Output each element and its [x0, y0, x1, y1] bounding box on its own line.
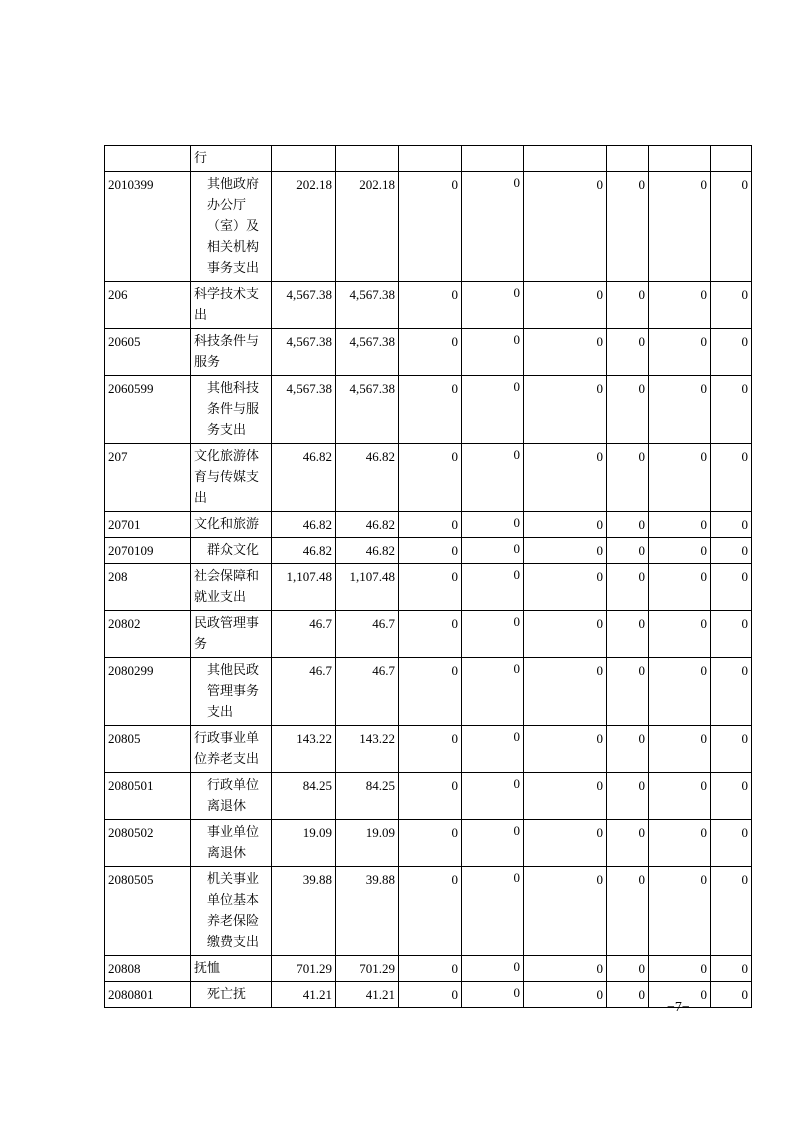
- zero-amount-cell: 0: [462, 982, 524, 1008]
- zero-amount-cell: 0: [649, 564, 711, 611]
- subject-name-cell: 其他政府办公厅（室）及相关机构事务支出: [191, 172, 272, 282]
- zero-amount-cell: 0: [711, 376, 752, 444]
- zero-amount-cell: 0: [462, 820, 524, 867]
- table-row: [105, 611, 752, 658]
- subject-name-cell: 死亡抚: [191, 982, 272, 1008]
- zero-amount-cell: 0: [649, 773, 711, 820]
- subject-name-cell: 抚恤: [191, 956, 272, 982]
- zero-amount-cell: 0: [462, 564, 524, 611]
- zero-amount-cell: 0: [607, 820, 649, 867]
- zero-amount-cell: 0: [711, 726, 752, 773]
- zero-amount-cell: 0: [524, 538, 607, 564]
- zero-amount-cell: 0: [711, 956, 752, 982]
- total-amount-cell: 39.88: [272, 867, 336, 956]
- zero-amount-cell: 0: [524, 773, 607, 820]
- zero-amount-cell: 0: [649, 444, 711, 512]
- zero-amount-cell: 0: [711, 538, 752, 564]
- total-amount-cell: 701.29: [272, 956, 336, 982]
- zero-amount-cell: 0: [399, 773, 462, 820]
- subject-name-cell: 文化和旅游: [191, 512, 272, 538]
- fiscal-amount-cell: 41.21: [336, 982, 399, 1008]
- table-row: [105, 982, 752, 1008]
- zero-amount-cell: 0: [607, 773, 649, 820]
- zero-amount-cell: 0: [524, 444, 607, 512]
- zero-amount-cell: 0: [399, 956, 462, 982]
- table-row: [105, 172, 752, 282]
- zero-amount-cell: 0: [711, 512, 752, 538]
- total-amount-cell: 41.21: [272, 982, 336, 1008]
- zero-amount-cell: 0: [399, 867, 462, 956]
- zero-amount-cell: 0: [711, 658, 752, 726]
- table-row: [105, 146, 752, 172]
- zero-amount-cell: 0: [462, 444, 524, 512]
- subject-name-cell: 行: [191, 146, 272, 172]
- zero-amount-cell: [711, 146, 752, 172]
- zero-amount-cell: 0: [399, 329, 462, 376]
- table-row: [105, 820, 752, 867]
- fiscal-amount-cell: 19.09: [336, 820, 399, 867]
- zero-amount-cell: 0: [711, 329, 752, 376]
- zero-amount-cell: 0: [462, 538, 524, 564]
- total-amount-cell: 202.18: [272, 172, 336, 282]
- subject-code-cell: 2080801: [105, 982, 191, 1008]
- table-row: [105, 329, 752, 376]
- zero-amount-cell: 0: [524, 172, 607, 282]
- zero-amount-cell: 0: [649, 538, 711, 564]
- subject-code-cell: [105, 146, 191, 172]
- fiscal-amount-cell: 46.7: [336, 658, 399, 726]
- table-row: [105, 726, 752, 773]
- table-row: [105, 564, 752, 611]
- subject-code-cell: 2080299: [105, 658, 191, 726]
- zero-amount-cell: 0: [524, 611, 607, 658]
- table-row: [105, 867, 752, 956]
- fiscal-amount-cell: 143.22: [336, 726, 399, 773]
- zero-amount-cell: 0: [649, 982, 711, 1008]
- zero-amount-cell: 0: [524, 867, 607, 956]
- zero-amount-cell: 0: [399, 538, 462, 564]
- zero-amount-cell: [399, 146, 462, 172]
- zero-amount-cell: 0: [399, 564, 462, 611]
- zero-amount-cell: 0: [399, 376, 462, 444]
- subject-code-cell: 2080501: [105, 773, 191, 820]
- table-row: [105, 773, 752, 820]
- zero-amount-cell: 0: [462, 376, 524, 444]
- zero-amount-cell: 0: [399, 282, 462, 329]
- zero-amount-cell: 0: [607, 867, 649, 956]
- zero-amount-cell: 0: [711, 172, 752, 282]
- total-amount-cell: [272, 146, 336, 172]
- table-row: [105, 376, 752, 444]
- zero-amount-cell: 0: [524, 982, 607, 1008]
- zero-amount-cell: 0: [711, 444, 752, 512]
- zero-amount-cell: 0: [649, 611, 711, 658]
- subject-code-cell: 20701: [105, 512, 191, 538]
- zero-amount-cell: 0: [399, 172, 462, 282]
- subject-code-cell: 20805: [105, 726, 191, 773]
- zero-amount-cell: 0: [649, 282, 711, 329]
- zero-amount-cell: 0: [649, 329, 711, 376]
- zero-amount-cell: 0: [607, 538, 649, 564]
- subject-code-cell: 207: [105, 444, 191, 512]
- zero-amount-cell: 0: [607, 376, 649, 444]
- subject-code-cell: 2080505: [105, 867, 191, 956]
- subject-code-cell: 20802: [105, 611, 191, 658]
- subject-name-cell: 群众文化: [191, 538, 272, 564]
- zero-amount-cell: 0: [399, 611, 462, 658]
- subject-name-cell: 机关事业单位基本养老保险缴费支出: [191, 867, 272, 956]
- total-amount-cell: 19.09: [272, 820, 336, 867]
- zero-amount-cell: 0: [649, 867, 711, 956]
- table-row: [105, 956, 752, 982]
- subject-name-cell: 民政管理事务: [191, 611, 272, 658]
- zero-amount-cell: 0: [462, 773, 524, 820]
- zero-amount-cell: 0: [399, 658, 462, 726]
- subject-code-cell: 208: [105, 564, 191, 611]
- subject-code-cell: 2060599: [105, 376, 191, 444]
- fiscal-amount-cell: 4,567.38: [336, 376, 399, 444]
- subject-code-cell: 2010399: [105, 172, 191, 282]
- zero-amount-cell: 0: [649, 658, 711, 726]
- zero-amount-cell: 0: [607, 444, 649, 512]
- subject-name-cell: 行政单位离退休: [191, 773, 272, 820]
- fiscal-amount-cell: 84.25: [336, 773, 399, 820]
- subject-name-cell: 其他科技条件与服务支出: [191, 376, 272, 444]
- zero-amount-cell: 0: [462, 726, 524, 773]
- subject-code-cell: 2070109: [105, 538, 191, 564]
- fiscal-amount-cell: 39.88: [336, 867, 399, 956]
- zero-amount-cell: 0: [399, 820, 462, 867]
- zero-amount-cell: 0: [399, 444, 462, 512]
- budget-table: [104, 145, 752, 1008]
- table-row: [105, 512, 752, 538]
- total-amount-cell: 4,567.38: [272, 282, 336, 329]
- fiscal-amount-cell: 46.82: [336, 444, 399, 512]
- total-amount-cell: 46.82: [272, 512, 336, 538]
- table-row: [105, 658, 752, 726]
- zero-amount-cell: 0: [524, 564, 607, 611]
- zero-amount-cell: 0: [399, 982, 462, 1008]
- zero-amount-cell: 0: [462, 867, 524, 956]
- zero-amount-cell: 0: [607, 282, 649, 329]
- zero-amount-cell: 0: [711, 611, 752, 658]
- zero-amount-cell: 0: [607, 982, 649, 1008]
- zero-amount-cell: 0: [649, 172, 711, 282]
- zero-amount-cell: 0: [399, 726, 462, 773]
- zero-amount-cell: 0: [607, 611, 649, 658]
- zero-amount-cell: 0: [711, 564, 752, 611]
- total-amount-cell: 143.22: [272, 726, 336, 773]
- fiscal-amount-cell: 4,567.38: [336, 282, 399, 329]
- zero-amount-cell: 0: [607, 956, 649, 982]
- zero-amount-cell: 0: [462, 172, 524, 282]
- zero-amount-cell: 0: [607, 329, 649, 376]
- zero-amount-cell: 0: [649, 376, 711, 444]
- subject-code-cell: 20605: [105, 329, 191, 376]
- zero-amount-cell: 0: [649, 512, 711, 538]
- total-amount-cell: 4,567.38: [272, 376, 336, 444]
- total-amount-cell: 1,107.48: [272, 564, 336, 611]
- zero-amount-cell: 0: [711, 820, 752, 867]
- page-number: −7−: [667, 1000, 690, 1015]
- zero-amount-cell: 0: [711, 867, 752, 956]
- zero-amount-cell: [462, 146, 524, 172]
- zero-amount-cell: 0: [462, 956, 524, 982]
- zero-amount-cell: 0: [711, 773, 752, 820]
- zero-amount-cell: 0: [711, 282, 752, 329]
- zero-amount-cell: 0: [462, 282, 524, 329]
- zero-amount-cell: 0: [462, 611, 524, 658]
- total-amount-cell: 46.7: [272, 611, 336, 658]
- fiscal-amount-cell: [336, 146, 399, 172]
- zero-amount-cell: [607, 146, 649, 172]
- zero-amount-cell: 0: [711, 982, 752, 1008]
- table-row: [105, 282, 752, 329]
- zero-amount-cell: 0: [462, 329, 524, 376]
- zero-amount-cell: 0: [649, 726, 711, 773]
- zero-amount-cell: 0: [649, 956, 711, 982]
- zero-amount-cell: 0: [524, 726, 607, 773]
- total-amount-cell: 46.7: [272, 658, 336, 726]
- subject-name-cell: 科技条件与服务: [191, 329, 272, 376]
- fiscal-amount-cell: 4,567.38: [336, 329, 399, 376]
- subject-code-cell: 206: [105, 282, 191, 329]
- zero-amount-cell: 0: [524, 329, 607, 376]
- zero-amount-cell: [649, 146, 711, 172]
- fiscal-amount-cell: 1,107.48: [336, 564, 399, 611]
- zero-amount-cell: 0: [462, 512, 524, 538]
- total-amount-cell: 46.82: [272, 538, 336, 564]
- zero-amount-cell: 0: [524, 512, 607, 538]
- zero-amount-cell: 0: [607, 172, 649, 282]
- zero-amount-cell: 0: [524, 658, 607, 726]
- table-row: [105, 538, 752, 564]
- zero-amount-cell: 0: [607, 512, 649, 538]
- fiscal-amount-cell: 701.29: [336, 956, 399, 982]
- total-amount-cell: 46.82: [272, 444, 336, 512]
- zero-amount-cell: 0: [462, 658, 524, 726]
- zero-amount-cell: 0: [607, 658, 649, 726]
- subject-name-cell: 社会保障和就业支出: [191, 564, 272, 611]
- zero-amount-cell: 0: [607, 564, 649, 611]
- subject-name-cell: 其他民政管理事务支出: [191, 658, 272, 726]
- zero-amount-cell: 0: [607, 726, 649, 773]
- zero-amount-cell: 0: [524, 820, 607, 867]
- subject-name-cell: 行政事业单位养老支出: [191, 726, 272, 773]
- zero-amount-cell: [524, 146, 607, 172]
- total-amount-cell: 4,567.38: [272, 329, 336, 376]
- subject-name-cell: 科学技术支出: [191, 282, 272, 329]
- zero-amount-cell: 0: [399, 512, 462, 538]
- table-row: [105, 444, 752, 512]
- subject-code-cell: 20808: [105, 956, 191, 982]
- fiscal-amount-cell: 202.18: [336, 172, 399, 282]
- zero-amount-cell: 0: [649, 820, 711, 867]
- subject-code-cell: 2080502: [105, 820, 191, 867]
- fiscal-amount-cell: 46.82: [336, 512, 399, 538]
- subject-name-cell: 文化旅游体育与传媒支出: [191, 444, 272, 512]
- fiscal-amount-cell: 46.7: [336, 611, 399, 658]
- total-amount-cell: 84.25: [272, 773, 336, 820]
- zero-amount-cell: 0: [524, 376, 607, 444]
- fiscal-amount-cell: 46.82: [336, 538, 399, 564]
- subject-name-cell: 事业单位离退休: [191, 820, 272, 867]
- zero-amount-cell: 0: [524, 956, 607, 982]
- zero-amount-cell: 0: [524, 282, 607, 329]
